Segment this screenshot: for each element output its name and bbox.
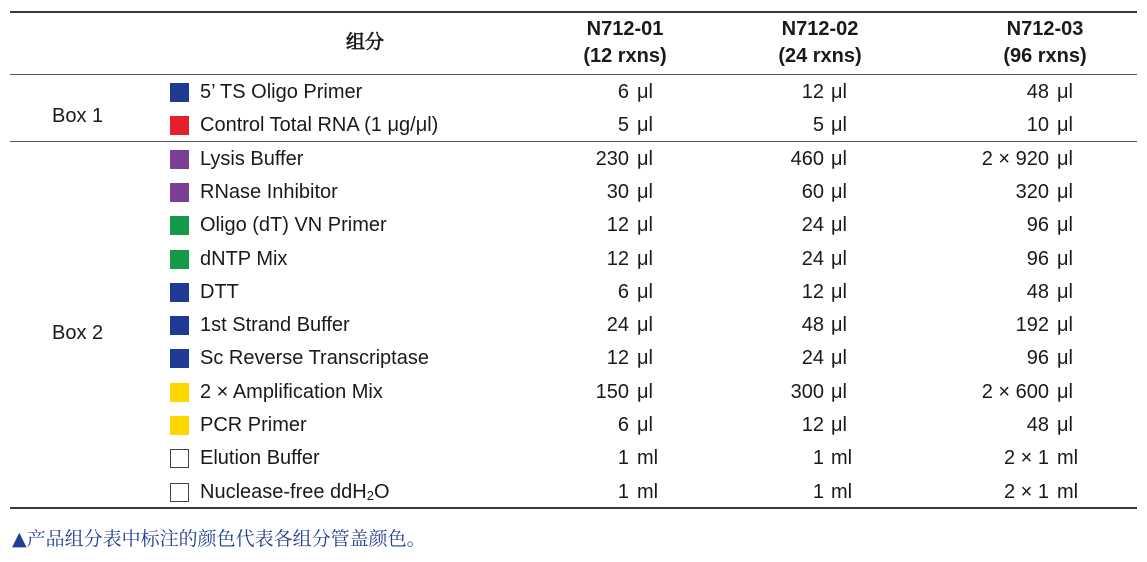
- component-name: 2 × Amplification Mix: [200, 380, 383, 403]
- table-row: [0, 244, 1147, 277]
- header-code: N712-01: [586, 18, 664, 40]
- volume-unit-col-1: μl: [637, 114, 653, 137]
- volume-value-col-1: 12: [606, 247, 629, 270]
- cap-color-swatch: [170, 416, 189, 435]
- table-row: [0, 210, 1147, 243]
- volume-unit-col-3: μl: [1057, 247, 1073, 270]
- cap-color-swatch: [170, 216, 189, 235]
- volume-unit-col-2: μl: [831, 314, 847, 337]
- table-row: [0, 277, 1147, 310]
- volume-value-col-3: 320: [1015, 180, 1049, 203]
- volume-unit-col-2: ml: [831, 447, 853, 470]
- volume-value-col-1: 12: [606, 214, 629, 237]
- volume-value-col-2: 24: [801, 347, 824, 370]
- volume-unit-col-2: μl: [831, 247, 847, 270]
- table-row: [0, 443, 1147, 476]
- volume-value-col-1: 230: [595, 147, 629, 170]
- table-row: [0, 110, 1147, 143]
- header-code: N712-03: [1006, 18, 1084, 40]
- volume-value-col-3: 96: [1026, 247, 1049, 270]
- volume-value-col-3: 96: [1026, 214, 1049, 237]
- table-row: [0, 144, 1147, 177]
- volume-unit-col-2: μl: [831, 280, 847, 303]
- volume-unit-col-1: μl: [637, 180, 653, 203]
- header-rxns: (12 rxns): [583, 45, 667, 67]
- volume-value-col-2: 1: [812, 480, 824, 503]
- volume-value-col-2: 300: [790, 380, 824, 403]
- table-row: [0, 377, 1147, 410]
- header-rxns: (24 rxns): [778, 45, 862, 67]
- volume-value-col-1: 6: [617, 414, 629, 436]
- volume-value-col-3: 192: [1015, 314, 1049, 337]
- component-name: 1st Strand Buffer: [200, 314, 350, 337]
- component-name: PCR Primer: [200, 414, 307, 436]
- header-col-n712-01: [540, 16, 710, 70]
- component-name: DTT: [200, 280, 239, 303]
- volume-value-col-2: 1: [812, 447, 824, 470]
- volume-value-col-2: 48: [801, 314, 824, 337]
- volume-unit-col-3: μl: [1057, 214, 1073, 237]
- volume-value-col-1: 24: [606, 314, 629, 337]
- cap-color-swatch: [170, 283, 189, 302]
- volume-unit-col-2: ml: [831, 480, 853, 503]
- header-rxns: (96 rxns): [1003, 45, 1087, 67]
- component-name: Nuclease-free ddH$_2$O: [200, 480, 390, 503]
- volume-value-col-2: 24: [801, 247, 824, 270]
- header-col-n712-02: [735, 16, 905, 70]
- volume-value-col-3: 2 × 920: [981, 147, 1049, 170]
- box-2-label: Box 2: [52, 322, 104, 344]
- volume-value-col-1: 6: [617, 280, 629, 303]
- volume-unit-col-1: μl: [637, 81, 653, 103]
- volume-value-col-1: 12: [606, 347, 629, 370]
- volume-unit-col-1: μl: [637, 314, 653, 337]
- volume-unit-col-1: μl: [637, 214, 653, 237]
- header-code: N712-02: [781, 18, 859, 40]
- header-component: 组分: [345, 31, 384, 53]
- cap-color-swatch: [170, 250, 189, 269]
- volume-value-col-1: 1: [617, 447, 629, 470]
- volume-unit-col-2: μl: [831, 347, 847, 370]
- component-name: Sc Reverse Transcriptase: [200, 347, 429, 370]
- volume-unit-col-1: μl: [637, 280, 653, 303]
- volume-unit-col-1: μl: [637, 414, 653, 436]
- volume-unit-col-2: μl: [831, 414, 847, 436]
- component-name: Oligo (dT) VN Primer: [200, 214, 387, 237]
- volume-value-col-3: 48: [1026, 280, 1049, 303]
- volume-value-col-1: 5: [617, 114, 629, 137]
- volume-value-col-2: 460: [790, 147, 824, 170]
- volume-value-col-1: 30: [606, 180, 629, 203]
- volume-unit-col-3: ml: [1057, 447, 1079, 470]
- component-name: RNase Inhibitor: [200, 180, 338, 203]
- footnote: ▲产品组分表中标注的颜色代表各组分管盖颜色。: [12, 528, 426, 550]
- volume-value-col-3: 48: [1026, 414, 1049, 436]
- volume-unit-col-1: ml: [637, 447, 659, 470]
- component-name: Lysis Buffer: [200, 147, 304, 170]
- volume-unit-col-2: μl: [831, 180, 847, 203]
- volume-value-col-3: 2 × 600: [981, 380, 1049, 403]
- table-row: [0, 343, 1147, 376]
- component-name: 5’ TS Oligo Primer: [200, 81, 363, 103]
- volume-unit-col-3: μl: [1057, 147, 1073, 170]
- volume-unit-col-3: μl: [1057, 380, 1073, 403]
- volume-value-col-2: 60: [801, 180, 824, 203]
- component-name: Elution Buffer: [200, 447, 320, 470]
- volume-value-col-1: 1: [617, 480, 629, 503]
- volume-unit-col-1: μl: [637, 347, 653, 370]
- table-row: [0, 77, 1147, 110]
- volume-unit-col-3: μl: [1057, 347, 1073, 370]
- volume-value-col-3: 96: [1026, 347, 1049, 370]
- volume-unit-col-2: μl: [831, 114, 847, 137]
- volume-unit-col-2: μl: [831, 214, 847, 237]
- volume-unit-col-3: μl: [1057, 114, 1073, 137]
- header-col-n712-03: [960, 16, 1130, 70]
- volume-unit-col-2: μl: [831, 81, 847, 103]
- volume-value-col-3: 2 × 1: [1003, 447, 1049, 470]
- volume-value-col-2: 12: [801, 81, 824, 103]
- volume-value-col-2: 5: [812, 114, 824, 137]
- table-row: [0, 177, 1147, 210]
- volume-unit-col-1: ml: [637, 480, 659, 503]
- table-row: [0, 410, 1147, 443]
- volume-unit-col-2: μl: [831, 147, 847, 170]
- cap-color-swatch: [170, 183, 189, 202]
- volume-unit-col-3: μl: [1057, 414, 1073, 436]
- volume-unit-col-1: μl: [637, 380, 653, 403]
- table-row: [0, 310, 1147, 343]
- cap-color-swatch: [170, 383, 189, 402]
- volume-unit-col-3: μl: [1057, 81, 1073, 103]
- volume-unit-col-3: μl: [1057, 314, 1073, 337]
- table-top-rule: [10, 11, 1137, 13]
- volume-unit-col-2: μl: [831, 380, 847, 403]
- box-1-label: Box 1: [52, 105, 104, 127]
- volume-value-col-2: 12: [801, 414, 824, 436]
- volume-unit-col-1: μl: [637, 147, 653, 170]
- volume-unit-col-1: μl: [637, 247, 653, 270]
- cap-color-swatch: [170, 316, 189, 335]
- cap-color-swatch: [170, 150, 189, 169]
- volume-value-col-2: 12: [801, 280, 824, 303]
- cap-color-swatch: [170, 483, 189, 502]
- volume-value-col-3: 48: [1026, 81, 1049, 103]
- volume-value-col-2: 24: [801, 214, 824, 237]
- component-name: dNTP Mix: [200, 247, 288, 270]
- volume-value-col-3: 10: [1026, 114, 1049, 137]
- volume-value-col-1: 150: [595, 380, 629, 403]
- component-name: Control Total RNA (1 μg/μl): [200, 114, 439, 137]
- cap-color-swatch: [170, 116, 189, 135]
- volume-unit-col-3: μl: [1057, 180, 1073, 203]
- volume-value-col-3: 2 × 1: [1003, 480, 1049, 503]
- table-header-rule: [10, 74, 1137, 75]
- cap-color-swatch: [170, 349, 189, 368]
- volume-unit-col-3: μl: [1057, 280, 1073, 303]
- cap-color-swatch: [170, 83, 189, 102]
- table-row: [0, 477, 1147, 510]
- cap-color-swatch: [170, 449, 189, 468]
- volume-value-col-1: 6: [617, 81, 629, 103]
- volume-unit-col-3: ml: [1057, 480, 1079, 503]
